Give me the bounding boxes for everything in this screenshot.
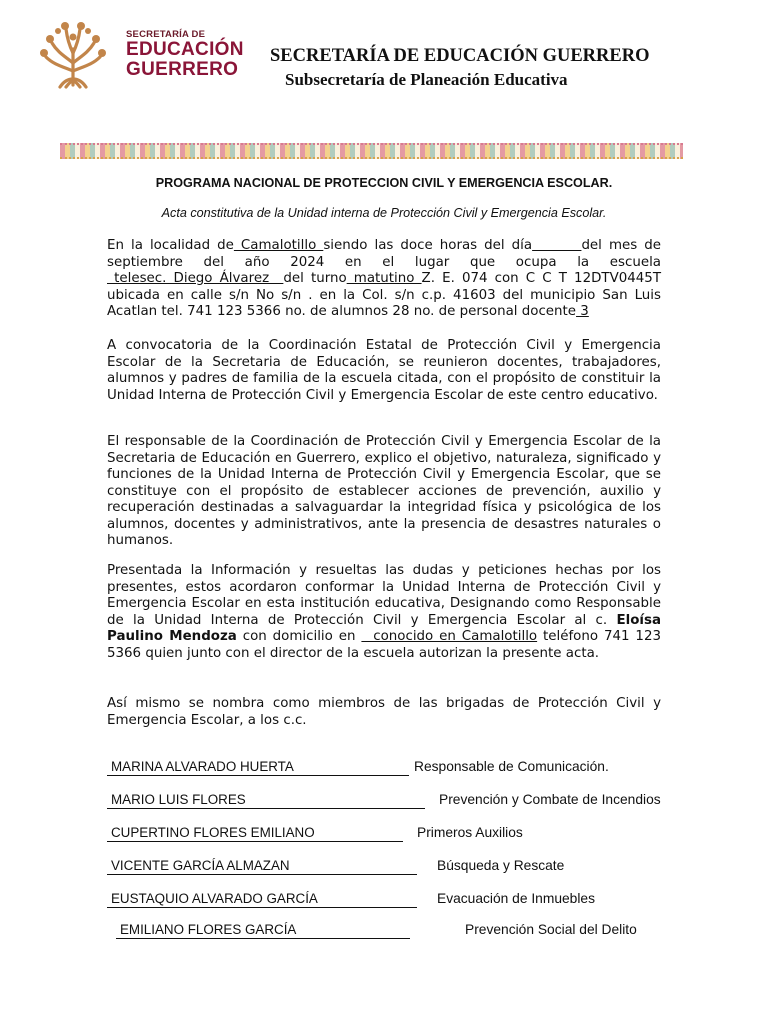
p4-text-3: teléfono 741 123 5366 quien junto con el director de la escuela autorizan la presente acta. bbox=[107, 629, 661, 661]
tree-logo-icon bbox=[36, 19, 110, 91]
p1-text-2: siendo las doce horas del día bbox=[323, 238, 533, 253]
p1-text-3: del mes de septiembre del año 2024 en el lugar que ocupa la escuela bbox=[107, 238, 661, 270]
address-field: conocido en Camalotillo bbox=[361, 629, 538, 644]
logo-line3: GUERRERO bbox=[126, 58, 239, 80]
brigade-member-name: EUSTAQUIO ALVARADO GARCÍA bbox=[107, 890, 417, 908]
shift-field: matutino bbox=[346, 271, 422, 286]
document-subtitle: Acta constitutiva de la Unidad interna de Protección Civil y Emergencia Escolar. bbox=[161, 206, 607, 220]
p4-text-1: Presentada la Información y resueltas las dudas y peticiones hechas por los presentes, estos acordaron conformar la Unidad Interna de Protección Civil y Emergencia Escolar en esta institución educativa, Designando como Responsable de la Unidad Interna de Protección Civil y Emergencia Escolar al c. bbox=[107, 563, 661, 628]
brigade-role: Primeros Auxilios bbox=[417, 825, 523, 840]
paragraph-location bbox=[107, 238, 661, 321]
secretaria-logo bbox=[36, 18, 244, 92]
brigade-role: Búsqueda y Rescate bbox=[437, 858, 565, 873]
header-subtitle: Subsecretaría de Planeación Educativa bbox=[285, 70, 568, 89]
brigade-member-name: MARIO LUIS FLORES bbox=[107, 791, 425, 809]
brigade-member-name: EMILIANO FLORES GARCÍA bbox=[116, 921, 410, 939]
paragraph-responsible: El responsable de la Coordinación de Protección Civil y Emergencia Escolar de la Secretaria de Educación en Guerrero, explico el objetivo, naturaleza, significado y funciones de la Unidad Interna de Protección Civil y Emergencia Escolar, que se constituye con el propósito de establecer acciones de prevención, auxilio y recuperación destinadas a salvaguardar la integridad física y psicológica de los alumnos, docentes y administrativos, ante la presencia de desastres naturales o humanos. bbox=[107, 434, 661, 548]
paragraph-designation bbox=[107, 563, 661, 662]
logo-line2: EDUCACIÓN bbox=[126, 38, 244, 60]
brigade-member-name: VICENTE GARCÍA ALMAZAN bbox=[107, 857, 417, 875]
responsible-name: Eloísa Paulino Mendoza bbox=[107, 612, 661, 644]
p1-text-5: Z. E. 074 con C C T 12DTV0445T ubicada en calle s/n No s/n . en la Col. s/n c.p. 41603 del municipio San Luis Acatlan tel. 741 123 5366 no. de alumnos 28 no. de personal docente bbox=[107, 271, 662, 319]
p1-text-1: En la localidad de bbox=[107, 238, 234, 253]
brigade-role: Evacuación de Inmuebles bbox=[437, 891, 595, 906]
paragraph-brigades-intro: Así mismo se nombra como miembros de las brigadas de Protección Civil y Emergencia Escolar, a los c.c. bbox=[107, 696, 661, 728]
document-title: PROGRAMA NACIONAL DE PROTECCION CIVIL Y EMERGENCIA ESCOLAR. bbox=[155, 176, 613, 190]
p4-text-2: con domicilio en bbox=[236, 629, 362, 644]
locality-field: Camalotillo bbox=[233, 238, 324, 253]
brigade-role: Prevención y Combate de Incendios bbox=[439, 792, 661, 807]
paragraph-convocation: A convocatoria de la Coordinación Estatal de Protección Civil y Emergencia Escolar de la Secretaria de Educación, se reunieron docentes, trabajadores, alumnos y padres de familia de la escuela citada, con el propósito de constituir la Unidad Interna de Protección Civil y Emergencia Escolar de este centro educativo. bbox=[107, 338, 661, 403]
logo-text bbox=[126, 30, 244, 79]
decorative-band bbox=[60, 143, 683, 159]
brigade-role: Prevención Social del Delito bbox=[465, 922, 637, 937]
school-field: telesec. Diego Álvarez bbox=[107, 271, 284, 286]
brigade-member-name: CUPERTINO FLORES EMILIANO bbox=[107, 824, 403, 842]
teachers-field: 3 bbox=[576, 304, 589, 319]
brigade-role: Responsable de Comunicación. bbox=[414, 759, 609, 774]
p1-text-4: del turno bbox=[283, 271, 347, 286]
logo-line1: SECRETARÍA DE bbox=[126, 29, 206, 41]
header-title: SECRETARÍA DE EDUCACIÓN GUERRERO bbox=[270, 46, 650, 66]
brigade-member-name: MARINA ALVARADO HUERTA bbox=[107, 758, 409, 776]
day-field bbox=[532, 238, 581, 253]
